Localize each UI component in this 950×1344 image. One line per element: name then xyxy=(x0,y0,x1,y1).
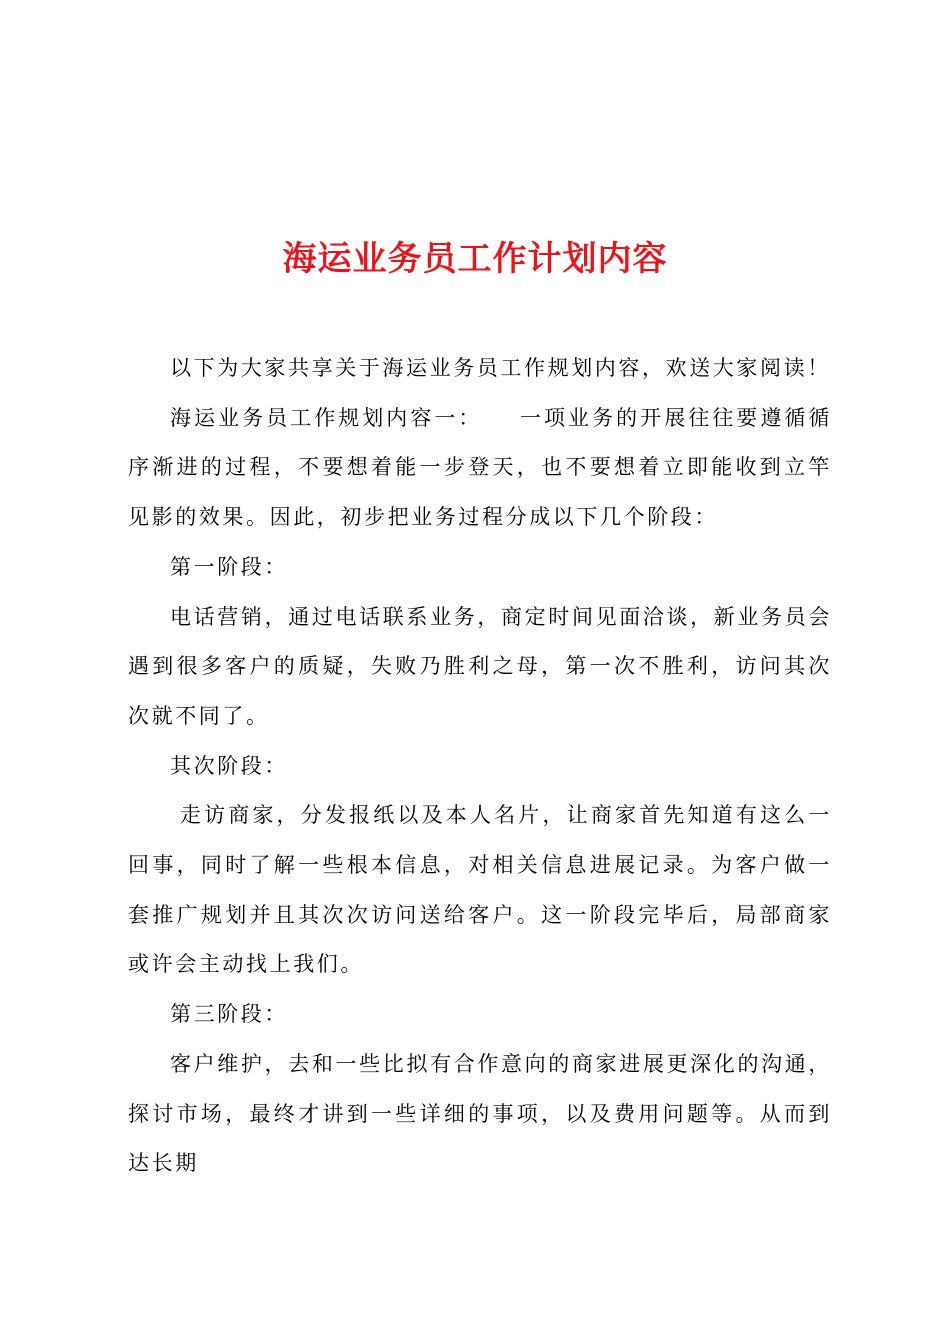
paragraph-stage-one: 电话营销，通过电话联系业务，商定时间见面洽谈，新业务员会遇到很多客户的质疑，失败乃胜利之母，第一次不胜利，访问其次次就不同了。 xyxy=(128,604,832,728)
paragraph-plan-overview: 海运业务员工作规划内容一： 一项业务的开展往往要遵循循序渐进的过程，不要想着能一步登天，也不要想着立即能收到立竿见影的效果。因此，初步把业务过程分成以下几个阶段： xyxy=(128,405,832,530)
document-body xyxy=(128,344,832,1189)
heading-stage-two: 其次阶段： xyxy=(170,753,288,778)
heading-stage-one: 第一阶段： xyxy=(170,554,288,579)
paragraph-stage-two: 走访商家，分发报纸以及本人名片，让商家首先知道有这么一回事，同时了解一些根本信息，对相关信息进展记录。为客户做一套推广规划并且其次次访问送给客户。这一阶段完毕后，局部商家或许会主动找上我们。 xyxy=(128,803,832,977)
document-title: 海运业务员工作计划内容 xyxy=(282,238,668,279)
paragraph-stage-three: 客户维护，去和一些比拟有合作意向的商家进展更深化的沟通，探讨市场，最终才讲到一些详细的事项，以及费用问题等。从而到达长期 xyxy=(128,1051,832,1176)
heading-stage-three: 第三阶段： xyxy=(170,1002,288,1027)
paragraph-intro: 以下为大家共享关于海运业务员工作规划内容，欢送大家阅读！ xyxy=(170,356,831,380)
